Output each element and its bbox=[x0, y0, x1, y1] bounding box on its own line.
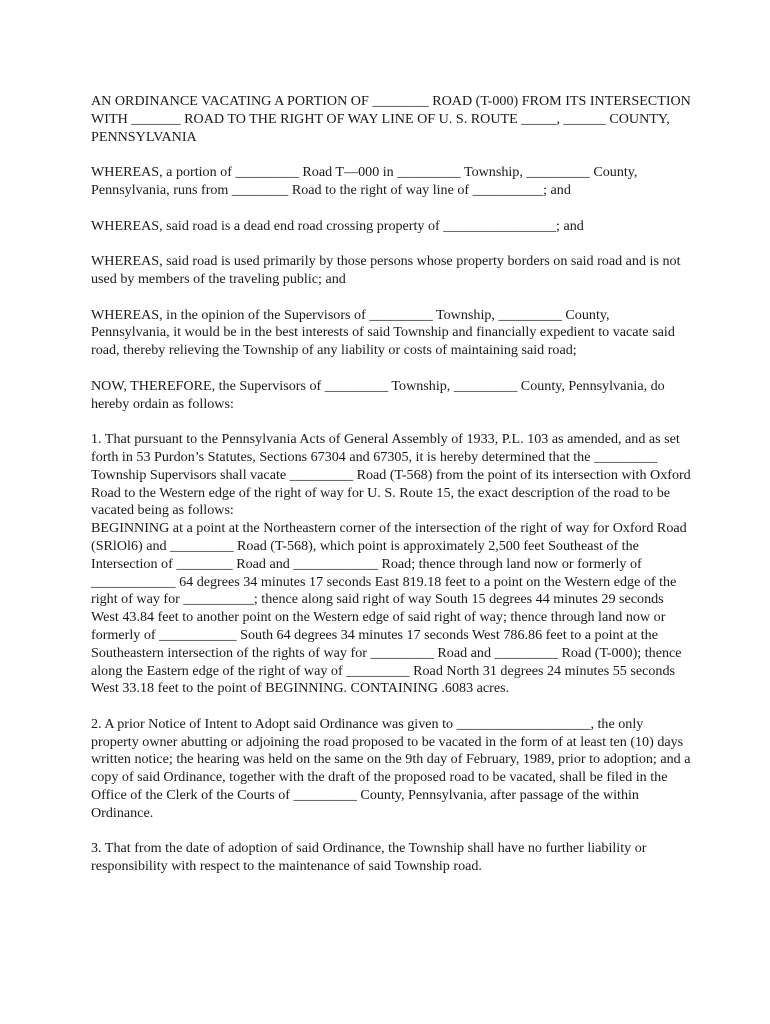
whereas-paragraph-4: WHEREAS, in the opinion of the Supervisors of _________ Township, _________ County, Pennsylvania, it would be in the best interests of said Township and financially expedient to vacate said road, thereby relieving the Township of any liability or costs of maintaining said road; bbox=[91, 306, 675, 359]
beginning-description-paragraph: BEGINNING at a point at the Northeastern corner of the intersection of the right of way for Oxford Road (SRlOl6) and _________ Road (T-568), which point is approximately 2,500 feet Southeast of the Intersection of ________ Road and ____________ Road; thence through land now or formerly of ____________ 64 degrees 34 minutes 17 seconds East 819.18 feet to a point on the Western edge of the right of way for __________; thence along said right of way South 15 degrees 44 minutes 29 seconds West 43.84 feet to another point on the Western edge of said right of way; thence through land now or formerly of ___________ South 64 degrees 34 minutes 17 seconds West 786.86 feet to a point at the Southeastern intersection of the rights of way for _________ Road and _________ Road (T-000); thence along the Eastern edge of the right of way of _________ Road North 31 degrees 24 minutes 55 seconds West 33.18 feet to the point of BEGINNING. CONTAINING .6083 acres. bbox=[91, 520, 687, 697]
whereas-paragraph-1: WHEREAS, a portion of _________ Road T—000 in _________ Township, _________ County, Pennsylvania, runs from ________ Road to the right of way line of __________; and bbox=[91, 164, 638, 198]
whereas-paragraph-3: WHEREAS, said road is used primarily by those persons whose property borders on said road and is not used by members of the traveling public; and bbox=[91, 253, 681, 287]
ordinance-document bbox=[91, 93, 691, 894]
section-2-paragraph: 2. A prior Notice of Intent to Adopt said Ordinance was given to ___________________, the only property owner abutting or adjoining the road proposed to be vacated in the form of at least ten (10) days written notice; the hearing was held on the same on the 9th day of February, 1989, prior to adoption; and a copy of said Ordinance, together with the draft of the proposed road to be vacated, shall be filed in the Office of the Clerk of the Courts of _________ County, Pennsylvania, after passage of the within Ordinance. bbox=[91, 715, 691, 821]
section-1-paragraph: 1. That pursuant to the Pennsylvania Acts of General Assembly of 1933, P.L. 103 as amended, and as set forth in 53 Purdon’s Statutes, Sections 67304 and 67305, it is hereby determined that the _________ Township Supervisors shall vacate _________ Road (T-568) from the point of its intersection with Oxford Road to the Western edge of the right of way for U. S. Route 15, the exact description of the road to be vacated being as follows: bbox=[91, 431, 691, 519]
ordinance-title: AN ORDINANCE VACATING A PORTION OF ________ ROAD (T-000) FROM ITS INTERSECTION WITH _______ ROAD TO THE RIGHT OF WAY LINE OF U. S. ROUTE _____, ______ COUNTY, PENNSYLVANIA bbox=[91, 93, 691, 145]
section-3-paragraph: 3. That from the date of adoption of said Ordinance, the Township shall have no further liability or responsibility with respect to the maintenance of said Township road. bbox=[91, 840, 647, 875]
now-therefore-paragraph: NOW, THEREFORE, the Supervisors of _________ Township, _________ County, Pennsylvania, do hereby ordain as follows: bbox=[91, 377, 665, 412]
whereas-paragraph-2: WHEREAS, said road is a dead end road crossing property of ________________; and bbox=[91, 217, 584, 234]
